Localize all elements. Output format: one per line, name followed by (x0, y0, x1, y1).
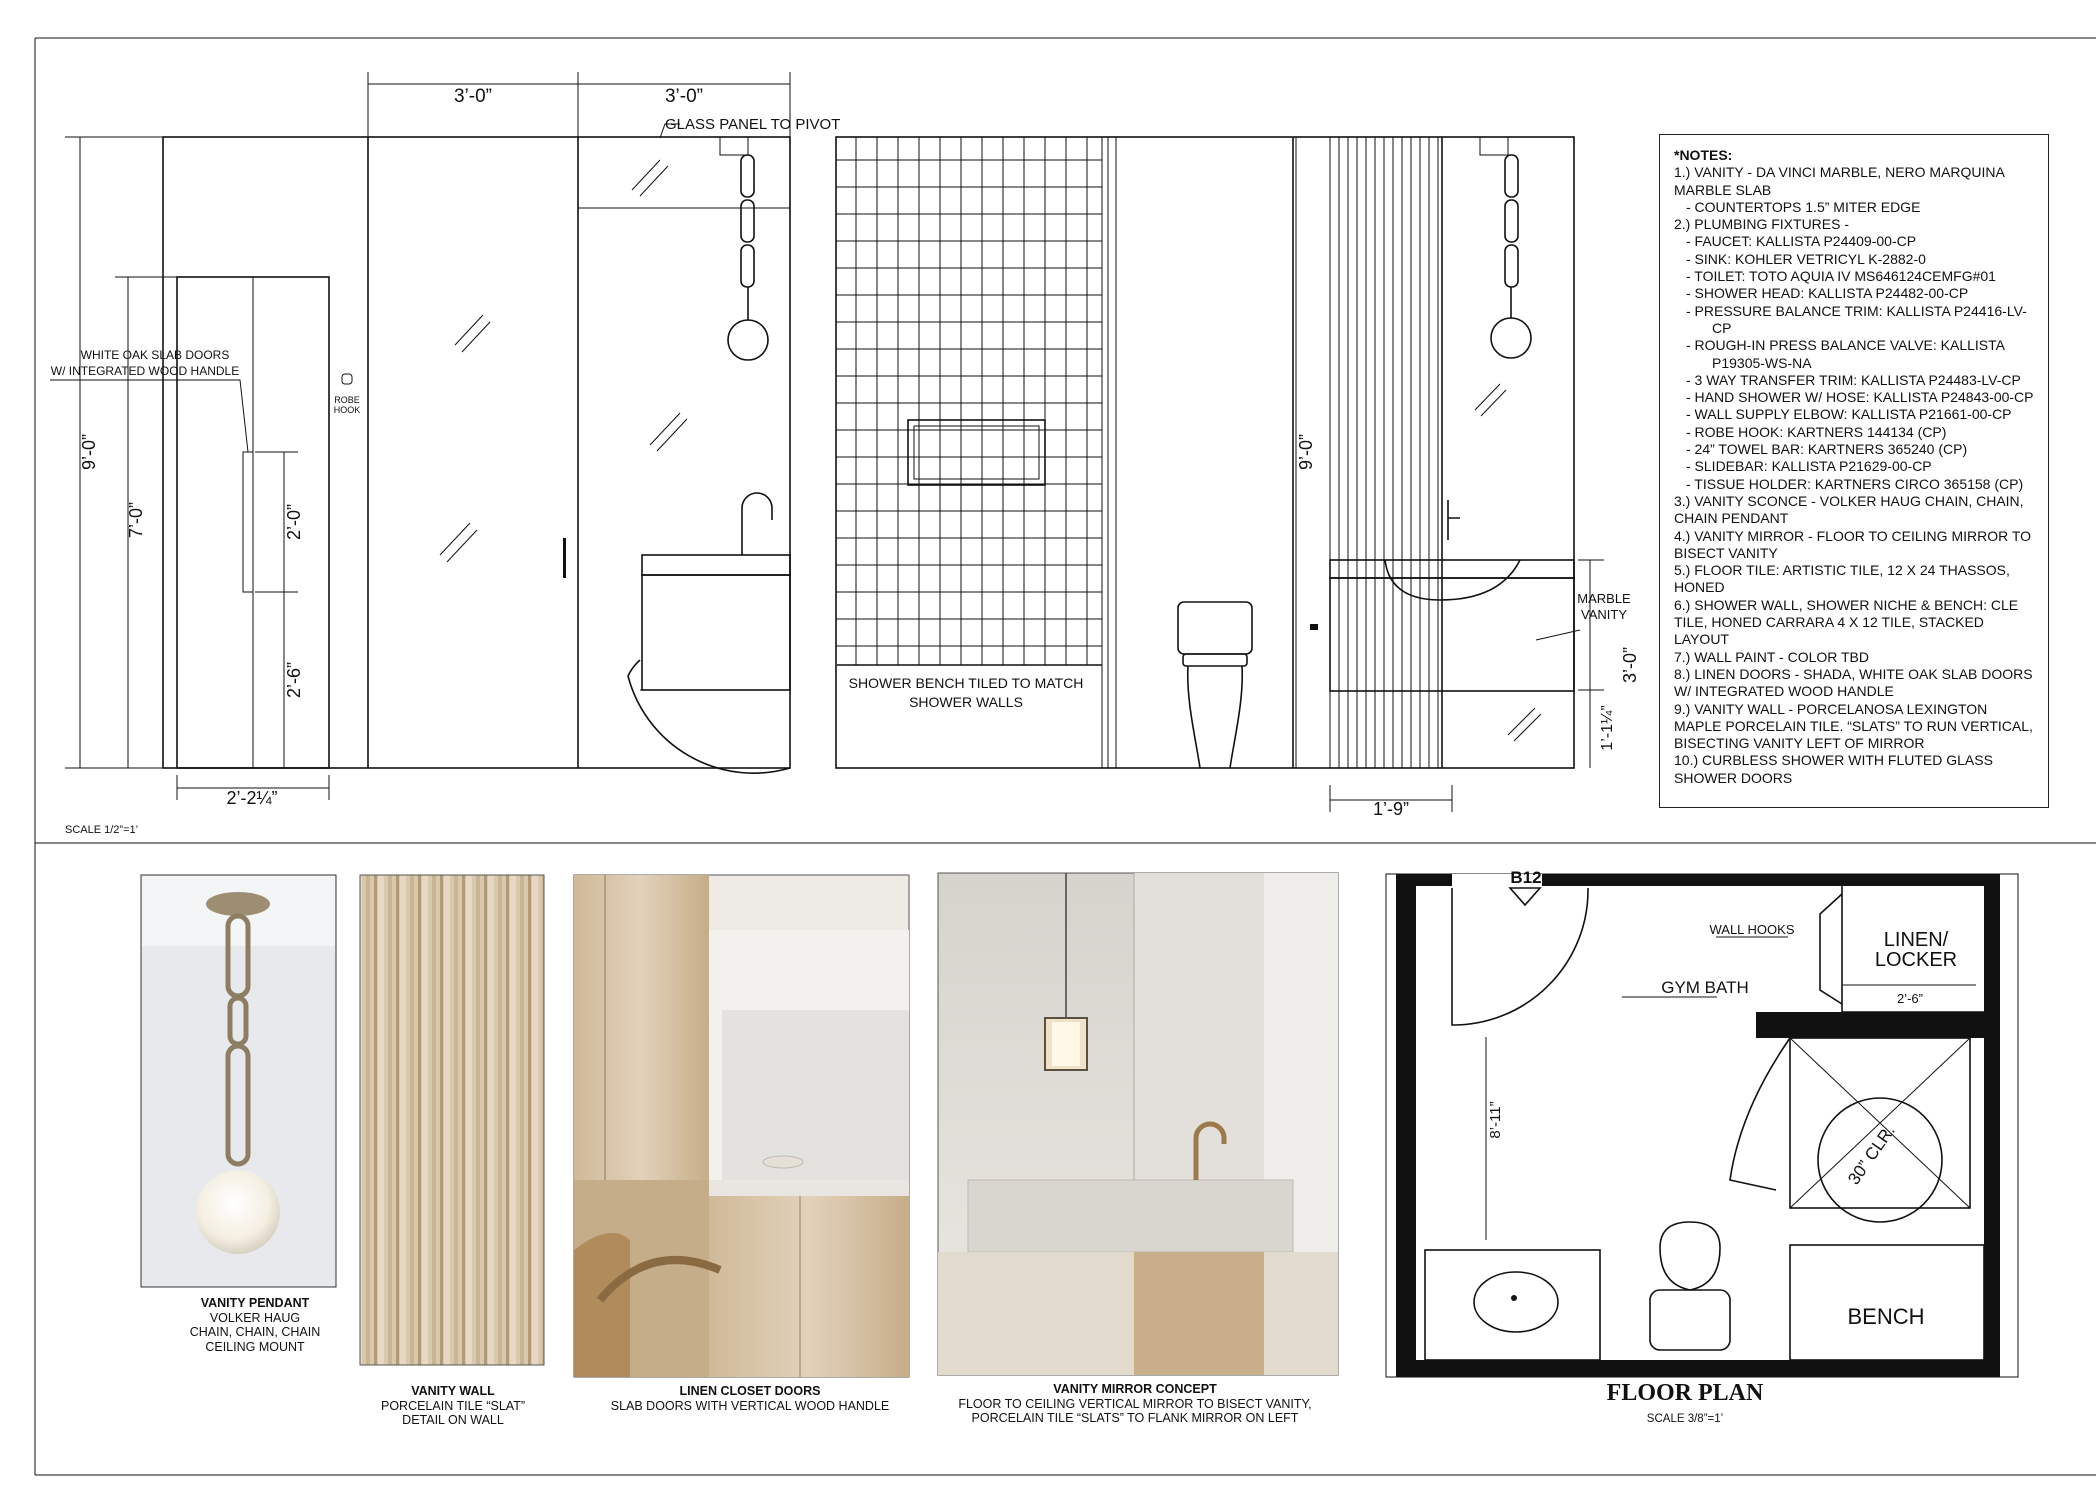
note-line: - COUNTERTOPS 1.5” MITER EDGE (1686, 198, 1921, 215)
bench-note: SHOWER BENCH TILED TO MATCH (848, 675, 1084, 691)
shower-clearance (1818, 1098, 1942, 1222)
shower-niche-inner (914, 426, 1039, 479)
tissue-holder (1310, 624, 1318, 630)
vanity-body (642, 575, 790, 690)
clearance-label: 30” CLR. (1844, 1121, 1899, 1189)
note-line: - WALL SUPPLY ELBOW: KALLISTA P21661-00-CP (1686, 406, 2012, 423)
linen-label: LINEN/ (1883, 929, 1949, 951)
floor-plan (1386, 868, 2018, 1377)
note-line: - 24” TOWEL BAR: KARTNERS 365240 (CP) (1686, 441, 1968, 458)
glass-door-handle (563, 538, 566, 578)
photo-vanity-pendant (141, 875, 336, 1287)
wall-bottom (1396, 1360, 1996, 1377)
note-line: 2.) PLUMBING FIXTURES - (1674, 216, 1850, 233)
pendant-chain (1505, 155, 1518, 318)
note-line: - 3 WAY TRANSFER TRIM: KALLISTA P24483-LV-CP (1686, 371, 2021, 388)
note-line: - SLIDEBAR: KALLISTA P21629-00-CP (1686, 458, 1932, 475)
wall-caption-line: DETAIL ON WALL (402, 1413, 504, 1427)
vanity-top (1330, 560, 1574, 578)
photo-vanity-wall (360, 875, 544, 1365)
pendant-caption-line: CHAIN, CHAIN, CHAIN (189, 1325, 321, 1339)
note-line: - TOILET: TOTO AQUIA IV MS646124CEMFG#01 (1686, 268, 1996, 285)
wall-left (1396, 874, 1416, 1377)
robe-hook-label: HOOK (333, 405, 361, 415)
pendant-canopy (1480, 137, 1508, 155)
note-line: 4.) VANITY MIRROR - FLOOR TO CEILING MIRROR TO BISECT VANITY (1674, 527, 2032, 561)
door-note: W/ INTEGRATED WOOD HANDLE (50, 364, 240, 378)
note-line: 3.) VANITY SCONCE - VOLKER HAUG CHAIN, CHAIN, CHAIN PENDANT (1674, 492, 2024, 527)
dim-label: 3’-0” (1620, 646, 1640, 684)
photo-mirror-concept (938, 873, 1338, 1375)
note-line: - HAND SHOWER W/ HOSE: KALLISTA P24843-00-CP (1686, 389, 2034, 406)
note-line: 1.) VANITY - DA VINCI MARBLE, NERO MARQUINA MARBLE SLAB (1674, 164, 2005, 198)
toilet-bowl (1660, 1222, 1720, 1290)
door-tag-marker (1510, 888, 1540, 905)
bench-note: SHOWER WALLS (909, 694, 1023, 710)
toilet-tank (1650, 1290, 1730, 1350)
toilet-elevation (1178, 602, 1252, 768)
note-line: 10.) CURBLESS SHOWER WITH FLUTED GLASS SHOWER DOORS (1674, 752, 1993, 786)
pendant-caption-line: VOLKER HAUG (209, 1310, 301, 1325)
note-line: - ROUGH-IN PRESS BALANCE VALVE: KALLISTA P19305-WS-NA (1686, 337, 2005, 371)
shower-door-arc (1730, 1038, 1790, 1190)
glass-hatch (440, 160, 687, 562)
elevation-middle (836, 137, 1640, 819)
photo-linen-closet (574, 875, 909, 1377)
bench-area (1790, 1245, 1984, 1360)
faucet (1448, 500, 1460, 540)
mirror-caption-line: PORCELAIN TILE “SLATS” TO FLANK MIRROR ON LEFT (971, 1411, 1299, 1425)
sink-basin (1385, 560, 1520, 600)
dim-label: 3’-0” (453, 86, 493, 107)
shower-wall (1756, 1012, 1984, 1038)
elevation-scale: SCALE 1/2”=1’ (65, 824, 139, 836)
pendant-canopy (720, 137, 748, 155)
pendant-globe (728, 320, 768, 360)
note-line: - SINK: KOHLER VETRICYL K-2882-0 (1686, 250, 1926, 267)
dim-label: 2’-6” (284, 661, 304, 699)
floor-plan-scale: SCALE 3/8”=1’ (1646, 1413, 1724, 1425)
shower-tile-grid (836, 137, 1102, 665)
dim-label: 1’-9” (1372, 799, 1410, 819)
dim-label: 7’-0” (126, 501, 146, 539)
note-line: - FAUCET: KALLISTA P24409-00-CP (1686, 233, 1917, 250)
vanity-counter (1425, 1250, 1600, 1360)
marble-note: VANITY (1581, 607, 1627, 622)
pendant-caption-line: CEILING MOUNT (205, 1339, 305, 1354)
dim-label: 3’-0” (664, 86, 704, 107)
room-label: GYM BATH (1661, 978, 1749, 997)
dim-label: 1’-1¼” (1599, 705, 1616, 751)
shower-door-swing (628, 660, 790, 773)
door-tag: B12 (1510, 868, 1542, 887)
robe-hook-icon (342, 374, 352, 384)
elevation-left (50, 72, 840, 836)
door-swing (1452, 888, 1588, 1025)
note-line: 6.) SHOWER WALL, SHOWER NICHE & BENCH: CLE TILE, HONED CARRARA 4 X 12 TILE, STACKED LAYOUT (1674, 596, 2019, 648)
note-line: - ROBE HOOK: KARTNERS 144134 (CP) (1686, 423, 1947, 440)
mirror-caption-title: VANITY MIRROR CONCEPT (1053, 1382, 1217, 1396)
vanity-top (642, 555, 790, 575)
linen-caption-line: SLAB DOORS WITH VERTICAL WOOD HANDLE (610, 1398, 890, 1413)
note-line: - TISSUE HOLDER: KARTNERS CIRCO 365158 (CP) (1686, 475, 2024, 492)
floor-plan-title: FLOOR PLAN (1606, 1380, 1764, 1406)
linen-dim-label: 2’-6” (1896, 991, 1924, 1006)
dim-label: 9’-0” (1296, 433, 1316, 471)
door-handle (243, 452, 253, 592)
fp-dim-label: 8’-11” (1487, 1101, 1504, 1139)
note-line: - PRESSURE BALANCE TRIM: KALLISTA P24416-LV-CP (1686, 302, 2027, 336)
pendant-photo-canopy (206, 892, 270, 916)
pendant-globe (1491, 318, 1531, 358)
robe-hook-label: ROBE (334, 395, 360, 405)
pendant-caption-title: VANITY PENDANT (200, 1296, 310, 1310)
vanity-wall-slats (1330, 137, 1438, 768)
mirror-caption-line: FLOOR TO CEILING VERTICAL MIRROR TO BISECT VANITY, (958, 1396, 1312, 1411)
dim-label: 2’-2¼” (226, 788, 278, 808)
wall-caption-line: PORCELAIN TILE “SLAT” (380, 1398, 526, 1413)
note-line: 9.) VANITY WALL - PORCELANOSA LEXINGTON MAPLE PORCELAIN TILE. “SLATS” TO RUN VERTICAL, BISECTING VANITY LEFT OF MIRROR (1674, 700, 2033, 752)
linen-caption-title: LINEN CLOSET DOORS (679, 1384, 821, 1398)
note-line: 7.) WALL PAINT - COLOR TBD (1674, 648, 1870, 665)
pendant-photo-globe (196, 1170, 280, 1254)
wall-caption-title: VANITY WALL (411, 1384, 495, 1398)
bench-label: BENCH (1847, 1304, 1925, 1329)
note-line: - SHOWER HEAD: KALLISTA P24482-00-CP (1686, 285, 1969, 302)
dimension-lines (1284, 137, 1604, 812)
pendant-chain (741, 155, 754, 320)
glass-panel-note: GLASS PANEL TO PIVOT (665, 116, 841, 133)
note-line: 8.) LINEN DOORS - SHADA, WHITE OAK SLAB DOORS W/ INTEGRATED WOOD HANDLE (1674, 665, 2033, 700)
sink-drain (1511, 1295, 1517, 1301)
dim-label: 2’-0” (284, 503, 304, 541)
faucet (742, 493, 772, 555)
vanity-body (1330, 578, 1574, 691)
mirror-hatch (1475, 384, 1541, 741)
linen-label: LOCKER (1874, 949, 1958, 971)
notes-title: *NOTES: (1674, 147, 1733, 163)
dim-label: 9’-0” (79, 433, 99, 471)
note-line: 5.) FLOOR TILE: ARTISTIC TILE, 12 X 24 THASSOS, HONED (1674, 562, 2010, 596)
wall-right (1984, 874, 2000, 1377)
vanity-sink (1474, 1272, 1558, 1332)
marble-note: MARBLE (1577, 591, 1631, 606)
wall-hooks-label: WALL HOOKS (1709, 922, 1795, 937)
door-note: WHITE OAK SLAB DOORS (80, 348, 230, 362)
